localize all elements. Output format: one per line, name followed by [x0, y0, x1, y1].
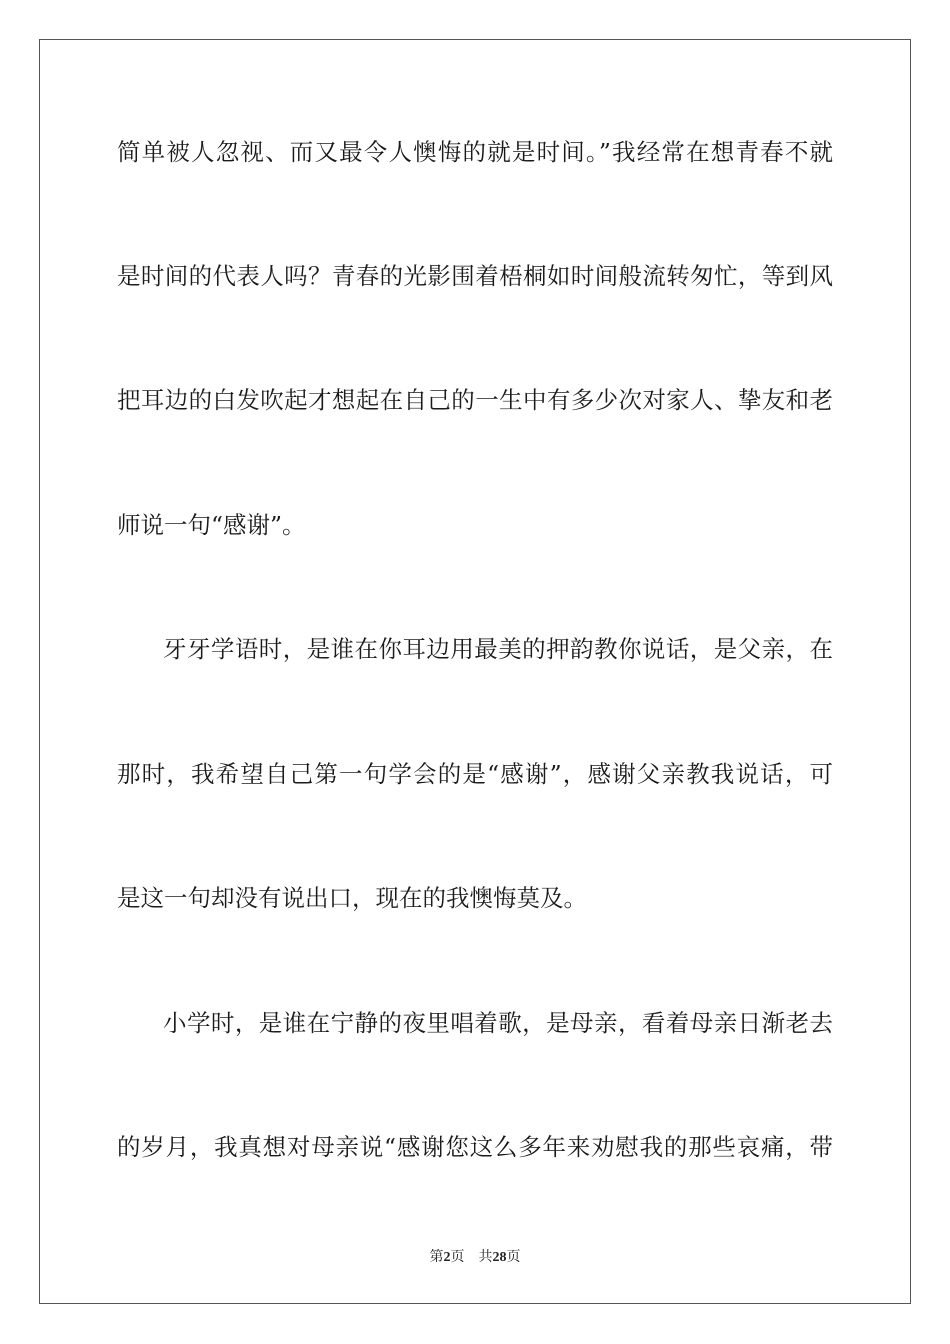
text-line: 的岁月，我真想对母亲说“感谢您这么多年来劝慰我的那些哀痛，带	[117, 1133, 833, 1161]
page-frame	[39, 39, 911, 1304]
page-number: 2	[443, 1250, 451, 1265]
total-prefix: 共	[478, 1249, 493, 1265]
total-pages: 28	[492, 1250, 507, 1265]
text-line-paragraph-start: 小学时，是谁在宁静的夜里唱着歌，是母亲，看着母亲日渐老去	[163, 1009, 833, 1037]
page-prefix: 第	[429, 1249, 444, 1265]
text-line: 简单被人忽视、而又最令人懊悔的就是时间。”我经常在想青春不就	[117, 138, 833, 166]
page-suffix: 页	[450, 1249, 465, 1265]
text-line: 那时，我希望自己第一句学会的是“感谢”，感谢父亲教我说话，可	[117, 760, 833, 788]
text-line-paragraph-start: 牙牙学语时，是谁在你耳边用最美的押韵教你说话，是父亲，在	[163, 635, 833, 663]
text-line: 把耳边的白发吹起才想起在自己的一生中有多少次对家人、挚友和老	[117, 386, 833, 414]
text-line: 是时间的代表人吗？青春的光影围着梧桐如时间般流转匆忙，等到风	[117, 262, 833, 290]
text-line: 是这一句却没有说出口，现在的我懊悔莫及。	[117, 884, 587, 912]
page-footer	[0, 1247, 950, 1268]
total-suffix: 页	[506, 1249, 521, 1265]
text-line: 师说一句“感谢”。	[117, 511, 306, 539]
